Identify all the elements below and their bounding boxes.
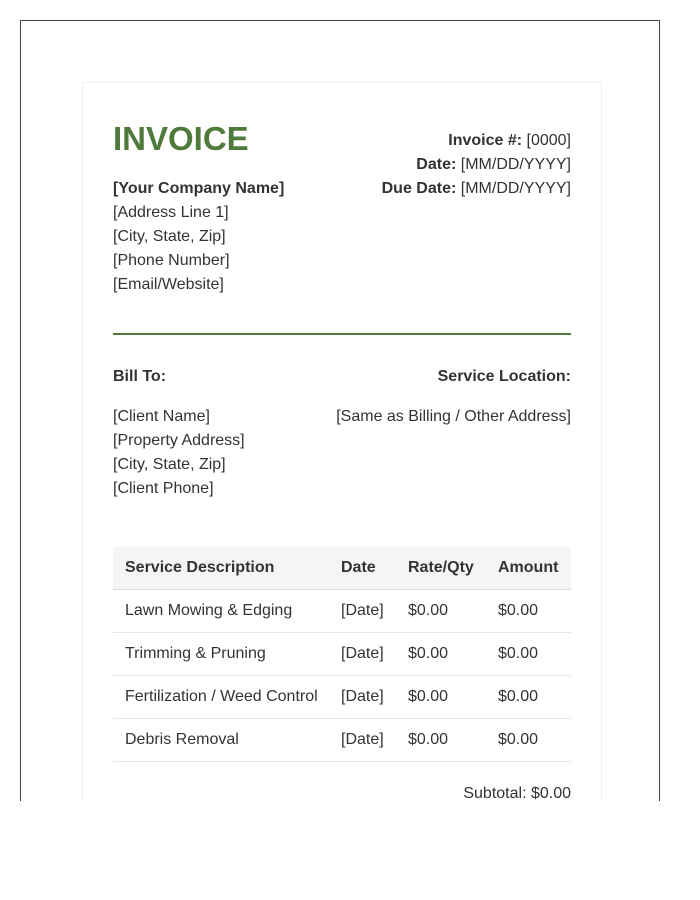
invoice-due-date-line: [382, 177, 571, 201]
subtotal: Subtotal: $0.00: [463, 785, 571, 801]
row-rate-qty: $0.00: [408, 731, 449, 748]
service-location-value: [Same as Billing / Other Address]: [336, 408, 571, 425]
row-description: Trimming & Pruning: [125, 645, 266, 662]
company-name: [Your Company Name]: [113, 180, 285, 197]
row-description: Fertilization / Weed Control: [125, 688, 318, 705]
header-rate-qty: Rate/Qty: [408, 559, 474, 576]
client-property-address: [Property Address]: [113, 432, 245, 449]
row-rate-qty: $0.00: [408, 645, 449, 662]
service-location-heading: Service Location:: [437, 368, 571, 385]
client-name: [Client Name]: [113, 408, 210, 425]
row-rate-qty: $0.00: [408, 688, 449, 705]
invoice-date-label: Date:: [416, 156, 457, 173]
header-date: Date: [341, 559, 376, 576]
table-row: [113, 633, 571, 676]
company-email-website: [Email/Website]: [113, 276, 224, 293]
row-description: Debris Removal: [125, 731, 239, 748]
invoice-number-label: Invoice #:: [448, 132, 523, 149]
header-divider: [113, 333, 571, 335]
header-amount: Amount: [498, 559, 559, 576]
client-city-state-zip: [City, State, Zip]: [113, 456, 226, 473]
invoice-title: INVOICE: [113, 120, 249, 157]
invoice-sheet: [82, 82, 602, 801]
page-frame: [20, 20, 660, 801]
row-amount: $0.00: [498, 688, 539, 705]
invoice-number-line: [448, 129, 571, 153]
row-rate-qty: $0.00: [408, 602, 449, 619]
row-amount: $0.00: [498, 602, 539, 619]
invoice-date-value: [MM/DD/YYYY]: [460, 156, 571, 173]
table-row: [113, 590, 571, 633]
row-date: [Date]: [341, 602, 384, 619]
row-description: Lawn Mowing & Edging: [125, 602, 293, 619]
company-city-state-zip: [City, State, Zip]: [113, 228, 226, 245]
table-row: [113, 719, 571, 762]
invoice-due-date-label: Due Date:: [381, 180, 457, 197]
bill-to-heading: Bill To:: [113, 368, 167, 385]
header-service-description: Service Description: [125, 559, 275, 576]
company-phone: [Phone Number]: [113, 252, 230, 269]
invoice-number-value: [0000]: [526, 132, 571, 149]
services-table: [113, 547, 571, 762]
client-phone: [Client Phone]: [113, 480, 214, 497]
row-date: [Date]: [341, 645, 384, 662]
company-address: [Address Line 1]: [113, 204, 229, 221]
invoice-date-line: [416, 153, 571, 177]
table-row: [113, 676, 571, 719]
table-header: [113, 547, 571, 590]
row-amount: $0.00: [498, 731, 539, 748]
row-amount: $0.00: [498, 645, 539, 662]
row-date: [Date]: [341, 731, 384, 748]
invoice-due-date-value: [MM/DD/YYYY]: [460, 180, 571, 197]
row-date: [Date]: [341, 688, 384, 705]
